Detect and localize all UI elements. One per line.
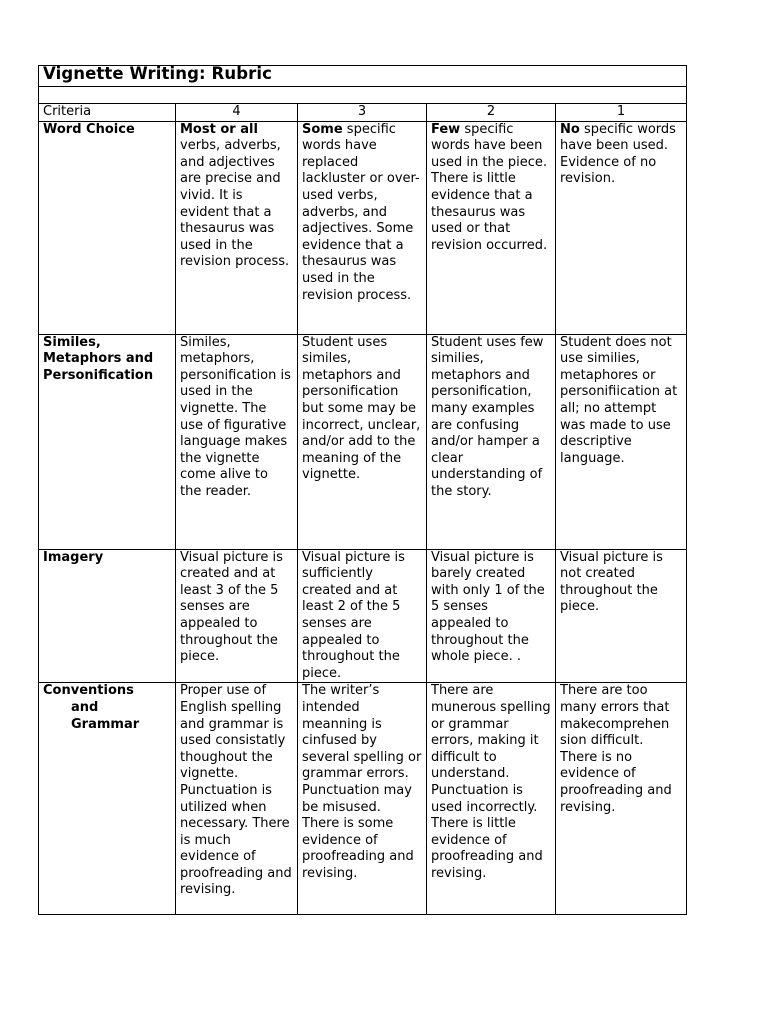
emphasis: Few — [431, 121, 461, 137]
word-choice-score-3 — [298, 121, 427, 334]
criterion-line: Grammar — [71, 716, 140, 732]
similes-score-1: Student does not use similies, metaphores or personifiication at all; no attempt was made to use descriptive language. — [556, 334, 687, 549]
rubric-table — [38, 65, 687, 915]
imagery-score-1: Visual picture is not created throughout the piece. — [556, 549, 687, 683]
criterion-imagery: Imagery — [39, 549, 176, 683]
descriptor-text: specific words have been used in the piece. There is little evidence that a thesaurus was used or that revision occurred. — [431, 121, 548, 253]
header-score-2: 2 — [427, 104, 556, 122]
header-score-1: 1 — [556, 104, 687, 122]
imagery-score-3: Visual picture is sufficiently created and at least 2 of the 5 senses are appealed to throughout the piece. — [298, 549, 427, 683]
word-choice-score-4 — [176, 121, 298, 334]
conventions-score-1: There are too many errors that makecomprehen sion difficult. There is no evidence of proofreading and revising. — [556, 683, 687, 915]
row-conventions — [39, 683, 687, 915]
spacer-cell — [39, 87, 687, 104]
conventions-score-3: The writer’s intended meanning is cinfused by several spelling or grammar errors. Punctuation may be misused. There is some evidence of proofreading and revising. — [298, 683, 427, 915]
criterion-word-choice: Word Choice — [39, 121, 176, 334]
row-word-choice — [39, 121, 687, 334]
descriptor-text: specific words have replaced lackluster or over- used verbs, adverbs, and adjectives. Some evidence that a thesaurus was used in the revision process. — [302, 121, 420, 303]
imagery-score-2: Visual picture is barely created with only 1 of the 5 senses appealed to throughout the whole piece. . — [427, 549, 556, 683]
word-choice-score-2 — [427, 121, 556, 334]
similes-score-2: Student uses few similies, metaphors and personification, many examples are confusing and/or hamper a clear understanding of the story. — [427, 334, 556, 549]
emphasis: Some — [302, 121, 343, 137]
criterion-line: and — [71, 699, 99, 715]
row-similes — [39, 334, 687, 549]
word-choice-score-1 — [556, 121, 687, 334]
conventions-score-4: Proper use of English spelling and grammar is used consistatly thoughout the vignette. Punctuation is utilized when necessary. There is much evidence of proofreading and revising. — [176, 683, 298, 915]
criterion-line: Similes, — [43, 334, 101, 350]
row-imagery — [39, 549, 687, 683]
rubric-title: Vignette Writing: Rubric — [39, 66, 687, 87]
criterion-line: Personification — [43, 367, 154, 383]
descriptor-text: verbs, adverbs, and adjectives are precise and vivid. It is evident that a thesaurus was used in the revision process. — [180, 138, 290, 270]
emphasis: Most or all — [180, 121, 258, 137]
header-criteria: Criteria — [39, 104, 176, 122]
imagery-score-4: Visual picture is created and at least 3 of the 5 senses are appealed to throughout the piece. — [176, 549, 298, 683]
descriptor-text: specific words have been used. Evidence of no revision. — [560, 121, 676, 187]
rubric-document — [38, 65, 686, 915]
criterion-conventions — [39, 683, 176, 915]
conventions-score-2: There are munerous spelling or grammar errors, making it difficult to understand. Punctuation is used incorrectly. There is little evidence of proofreading and revising. — [427, 683, 556, 915]
similes-score-4: Similes, metaphors, personification is used in the vignette. The use of figurative language makes the vignette come alive to the reader. — [176, 334, 298, 549]
header-row — [39, 104, 687, 122]
emphasis: No — [560, 121, 580, 137]
similes-score-3: Student uses similes, metaphors and personification but some may be incorrect, unclear, and/or add to the meaning of the vignette. — [298, 334, 427, 549]
criterion-line: Conventions — [43, 683, 134, 699]
criterion-similes — [39, 334, 176, 549]
header-score-3: 3 — [298, 104, 427, 122]
title-row — [39, 66, 687, 87]
spacer-row — [39, 87, 687, 104]
header-score-4: 4 — [176, 104, 298, 122]
criterion-line: Metaphors and — [43, 351, 154, 367]
